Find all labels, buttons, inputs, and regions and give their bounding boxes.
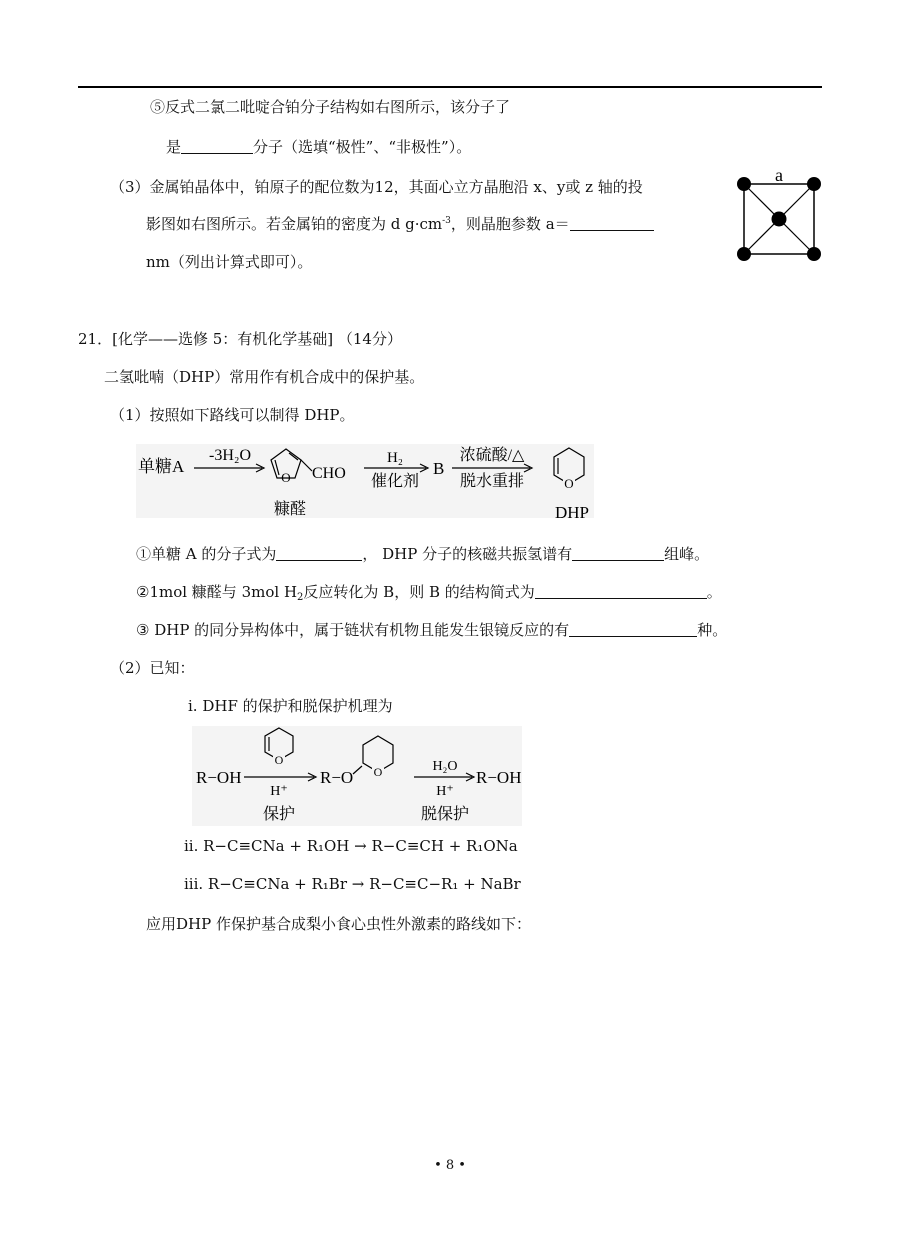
deprotect-label: 脱保护 [420, 806, 470, 823]
q20-item5-suffix: 分子（选填“极性”、“非极性”）。 [253, 138, 472, 156]
q20-item5-line1: ⑤反式二氯二吡啶合铂分子结构如右图所示，该分子了 [150, 98, 511, 116]
arrow2-reagent: H₂ [386, 450, 404, 466]
q20-item5-prefix: 是 [166, 138, 182, 156]
q20-item5-line2 [166, 136, 471, 157]
furan-oxygen: O [281, 470, 291, 485]
q20-item3-text-a: 影图如右图所示。若金属铂的密度为 d g·cm [146, 215, 443, 233]
acid-catalyst: H⁺ [436, 784, 454, 799]
atom-dot [737, 177, 751, 191]
arrow1-condition: -3H₂O [208, 447, 252, 464]
q3-text-b: 种。 [697, 621, 728, 639]
q20-item3-line2 [146, 213, 654, 234]
q21-question-2 [136, 581, 722, 603]
acid-catalyst: H⁺ [270, 784, 288, 799]
water-reagent: H₂O [432, 759, 458, 774]
q21-question-3 [136, 619, 727, 640]
alcohol-left: R−OH [196, 768, 242, 787]
atom-dot [807, 177, 821, 191]
q2-subscript: 2 [297, 592, 304, 603]
unit-exponent: -3 [442, 216, 451, 226]
q1-text-b: ， DHP 分子的核磁共振氢谱有 [362, 545, 573, 563]
known-i: i. DHF 的保护和脱保护机理为 [188, 697, 393, 715]
known-iii: iii. R−C≡CNa + R₁Br → R−C≡C−R₁ + NaBr [184, 875, 521, 893]
answer-blank[interactable] [572, 546, 664, 561]
aldehyde-group: CHO [312, 465, 346, 482]
thp-oxygen: O [373, 765, 383, 779]
dhp-oxygen: O [564, 476, 574, 491]
page-number: • 8 • [434, 1158, 466, 1173]
atom-dot [807, 247, 821, 261]
top-rule [78, 86, 822, 88]
answer-blank[interactable] [569, 622, 697, 637]
answer-blank[interactable] [276, 546, 362, 561]
route-intro: 应用DHP 作保护基合成梨小食心虫性外激素的路线如下： [146, 915, 531, 933]
monosaccharide-label: 单糖A [138, 457, 185, 476]
known-ii: ii. R−C≡CNa + R₁OH → R−C≡CH + R₁ONa [184, 837, 518, 855]
q2-text-a: ②1mol 糠醛与 3mol H [136, 583, 298, 601]
arrow3-condition: 脱水重排 [459, 473, 525, 490]
arrow2-catalyst: 催化剂 [370, 473, 420, 490]
ether-prefix: R−O [320, 768, 354, 787]
atom-dot [737, 247, 751, 261]
protect-label: 保护 [262, 806, 296, 823]
unit-cell-projection-diagram [730, 160, 826, 268]
dhp-synthesis-scheme [130, 438, 610, 526]
answer-blank[interactable] [535, 584, 707, 599]
q21-question-1 [136, 543, 709, 564]
arrow3-reagent: 浓硫酸/△ [459, 447, 525, 464]
q1-text-c: 组峰。 [664, 545, 710, 563]
answer-blank[interactable] [181, 139, 253, 154]
q20-item3-line3: nm（列出计算式即可）。 [146, 253, 313, 271]
q21-header: 21．[化学——选修 5：有机化学基础] （14分） [78, 330, 402, 348]
q3-text-a: ③ DHP 的同分异构体中，属于链状有机物且能发生银镜反应的有 [136, 621, 570, 639]
q20-item3-line1: （3）金属铂晶体中，铂原子的配位数为12，其面心立方晶胞沿 x、y或 z 轴的投 [110, 178, 643, 196]
answer-blank[interactable] [570, 216, 654, 231]
dhp-oxygen: O [274, 753, 284, 767]
q2-text-c: 。 [706, 583, 722, 601]
q2-text-b: 反应转化为 B，则 B 的结构简式为 [303, 583, 535, 601]
q21-part2-title: （2）已知： [110, 659, 195, 677]
atom-dot [772, 212, 787, 227]
q21-intro: 二氢吡喃（DHP）常用作有机合成中的保护基。 [104, 368, 425, 386]
q20-item3-text-b: ，则晶胞参数 a＝ [450, 215, 570, 233]
q21-part1-title: （1）按照如下路线可以制得 DHP。 [110, 406, 355, 424]
protection-scheme [188, 722, 528, 830]
dhp-label: DHP [554, 503, 590, 522]
furfural-name: 糠醛 [273, 501, 307, 518]
q1-text-a: ①单糖 A 的分子式为 [136, 545, 277, 563]
alcohol-right: R−OH [476, 768, 522, 787]
scheme-background [136, 444, 594, 518]
cell-parameter-label: a [775, 165, 783, 185]
intermediate-b: B [433, 459, 445, 478]
